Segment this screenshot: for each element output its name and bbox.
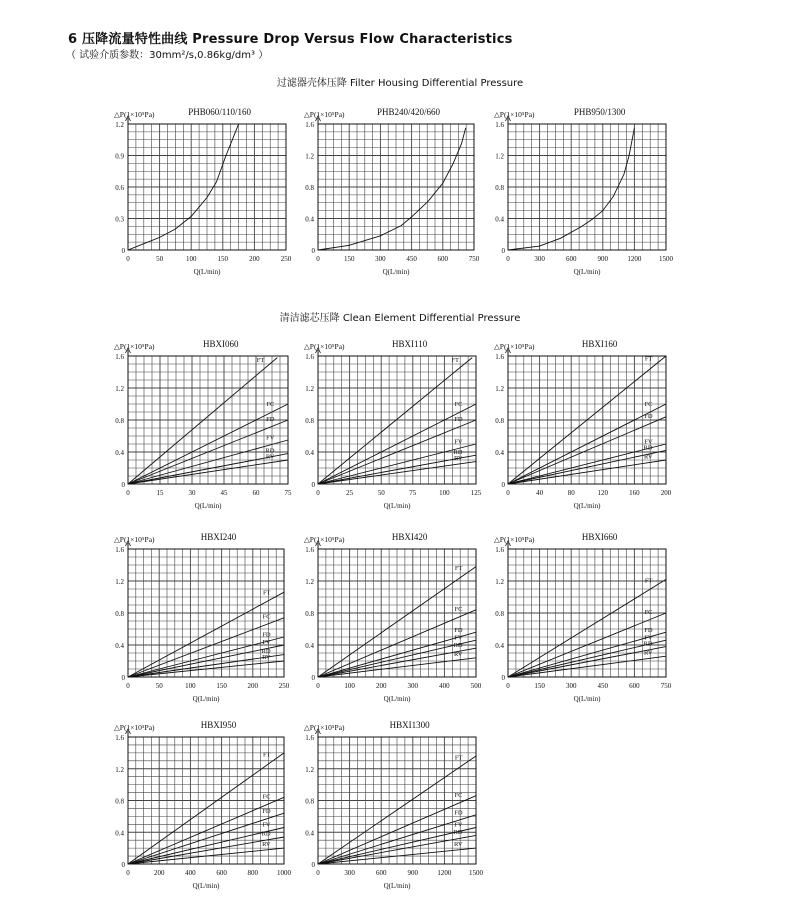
y-tick-label-zero: 0 <box>501 247 505 255</box>
y-tick-label: 0.8 <box>305 610 314 618</box>
y-tick-label: 1.2 <box>495 578 504 586</box>
y-tick-label: 0.4 <box>115 449 124 457</box>
x-tick-label: 300 <box>344 869 355 877</box>
y-tick-label: 0.4 <box>115 642 124 650</box>
series-label-fd: FD <box>262 808 271 816</box>
x-axis-label: Q(L/min) <box>192 695 220 703</box>
y-axis-label: △P(1×10⁵Pa) <box>304 342 345 351</box>
series-label-fv: FV <box>454 634 463 642</box>
x-tick-label: 150 <box>217 255 229 263</box>
series-label-fv: FV <box>262 638 271 646</box>
chart-hbxi160 <box>494 339 672 510</box>
y-tick-label: 0.8 <box>495 417 504 425</box>
x-tick-label: 75 <box>284 489 292 497</box>
chart-hbxi110 <box>304 339 482 510</box>
series-label-rv: RV <box>454 650 463 658</box>
x-tick-label: 125 <box>470 489 482 497</box>
x-tick-label: 300 <box>375 255 386 263</box>
y-axis-label: △P(1×10⁵Pa) <box>304 535 345 544</box>
x-tick-label: 0 <box>126 255 130 263</box>
y-tick-label: 0.4 <box>495 215 504 224</box>
x-axis-label: Q(L/min) <box>573 268 601 276</box>
series-label-ft: FT <box>644 577 653 585</box>
series-label-ft: FT <box>256 357 265 365</box>
y-tick-label-zero: 0 <box>501 481 505 489</box>
y-tick-label: 0.4 <box>305 829 314 838</box>
y-tick-label: 0.8 <box>115 610 124 618</box>
x-tick-label: 900 <box>597 255 609 263</box>
series-label-rv: RV <box>262 653 271 661</box>
y-tick-label-zero: 0 <box>311 861 315 869</box>
series-label-fv: FV <box>644 634 653 642</box>
y-tick-label: 0.4 <box>305 215 314 224</box>
x-axis-label: Q(L/min) <box>573 502 601 510</box>
y-tick-label: 0.8 <box>115 797 124 806</box>
y-tick-label: 0.9 <box>115 152 124 161</box>
y-tick-label: 1.2 <box>115 765 124 774</box>
y-tick-label: 0.6 <box>115 184 124 192</box>
y-tick-label: 0.3 <box>115 215 124 224</box>
x-tick-label: 150 <box>343 255 355 263</box>
y-axis-label: △P(1×10⁵Pa) <box>114 110 155 119</box>
x-axis-label: Q(L/min) <box>383 882 411 890</box>
x-axis-label: Q(L/min) <box>382 268 410 276</box>
y-tick-label: 1.6 <box>305 121 314 129</box>
y-axis-label: △P(1×10⁵Pa) <box>304 110 345 119</box>
x-tick-label: 450 <box>597 682 609 690</box>
x-tick-label: 0 <box>506 255 510 263</box>
y-tick-label: 1.2 <box>115 578 124 586</box>
series-label-fv: FV <box>454 821 463 829</box>
section-title-element: 清洁滤芯压降 Clean Element Differential Pressure <box>279 313 521 324</box>
series-label-fd: FD <box>644 626 653 634</box>
series-label-fd: FD <box>454 415 463 423</box>
x-tick-label: 600 <box>437 255 449 263</box>
chart-hbxi060 <box>114 339 292 510</box>
x-tick-label: 25 <box>346 489 354 497</box>
x-tick-label: 100 <box>185 682 196 690</box>
x-tick-label: 800 <box>247 869 259 877</box>
x-tick-label: 100 <box>344 682 355 690</box>
x-tick-label: 1000 <box>277 869 291 877</box>
x-tick-label: 200 <box>660 489 672 497</box>
chart-hbxi420 <box>304 532 482 703</box>
series-label-rd: RD <box>453 641 463 649</box>
series-label-rd: RD <box>643 444 653 452</box>
series-label-fc: FC <box>266 400 275 408</box>
y-tick-label: 1.6 <box>115 734 124 742</box>
y-tick-label: 1.2 <box>305 578 314 586</box>
series-label-rd: RD <box>261 830 271 838</box>
series-label-rd: RD <box>265 447 275 455</box>
y-tick-label: 1.6 <box>305 546 314 554</box>
series-label-fc: FC <box>644 608 653 616</box>
x-tick-label: 400 <box>185 869 196 877</box>
x-tick-label: 50 <box>377 489 385 497</box>
x-tick-label: 750 <box>660 682 672 690</box>
series-label-fc: FC <box>262 613 271 621</box>
y-tick-label-zero: 0 <box>311 481 315 489</box>
y-tick-label: 1.6 <box>115 546 124 554</box>
series-label-fv: FV <box>266 434 275 442</box>
y-tick-label-zero: 0 <box>121 861 125 869</box>
y-tick-label: 1.2 <box>305 152 314 161</box>
series-label-rd: RD <box>643 640 653 648</box>
series-label-rv: RV <box>644 453 653 461</box>
chart-hbxi240 <box>114 532 290 703</box>
x-tick-label: 0 <box>316 255 320 263</box>
y-tick-label: 1.6 <box>495 121 504 129</box>
x-tick-label: 120 <box>597 489 609 497</box>
x-tick-label: 250 <box>280 255 292 263</box>
y-tick-label-zero: 0 <box>501 674 505 682</box>
x-tick-label: 300 <box>565 682 577 690</box>
x-tick-label: 30 <box>188 489 196 497</box>
x-axis-label: Q(L/min) <box>573 695 601 703</box>
series-label-rv: RV <box>644 649 653 657</box>
x-tick-label: 200 <box>375 682 387 690</box>
y-axis-label: △P(1×10⁵Pa) <box>114 535 155 544</box>
y-tick-label: 1.2 <box>305 765 314 774</box>
series-label-fc: FC <box>454 400 463 408</box>
x-tick-label: 0 <box>126 489 130 497</box>
chart-title: HBXI1300 <box>389 720 430 730</box>
section-title-housing: 过滤器壳体压降 Filter Housing Differential Pressure <box>276 78 524 89</box>
x-tick-label: 750 <box>468 255 480 263</box>
y-tick-label: 0.4 <box>115 829 124 838</box>
x-tick-label: 0 <box>126 869 130 877</box>
y-tick-label: 1.6 <box>115 353 124 361</box>
chart-title: HBXI660 <box>581 532 618 542</box>
chart-phb060-110-160 <box>114 107 292 276</box>
series-label-fv: FV <box>644 438 653 446</box>
y-axis-label: △P(1×10⁵Pa) <box>114 342 155 351</box>
series-label-rv: RV <box>454 841 463 849</box>
series-label-fc: FC <box>262 793 271 801</box>
series-label-fc: FC <box>454 605 463 613</box>
series-label-ft: FT <box>451 357 459 365</box>
series-label-fd: FD <box>644 412 653 420</box>
x-tick-label: 600 <box>565 255 577 263</box>
chart-hbxi950 <box>114 720 292 890</box>
x-tick-label: 1500 <box>659 255 673 263</box>
chart-hbxi660 <box>494 532 672 703</box>
y-tick-label: 1.6 <box>305 734 314 742</box>
chart-title: HBXI420 <box>391 532 428 542</box>
chart-title: PHB060/110/160 <box>188 107 251 117</box>
x-tick-label: 200 <box>247 682 259 690</box>
series-label-rd: RD <box>261 647 271 655</box>
y-tick-label: 0.4 <box>495 449 504 457</box>
chart-title: HBXI060 <box>203 339 239 349</box>
y-tick-label: 0.8 <box>495 610 504 618</box>
series-label-fv: FV <box>262 821 271 829</box>
series-label-rd: RD <box>453 829 463 837</box>
chart-title: PHB950/1300 <box>573 107 626 117</box>
x-tick-label: 50 <box>156 255 164 263</box>
series-label-fd: FD <box>266 415 275 423</box>
x-axis-label: Q(L/min) <box>383 502 411 510</box>
y-axis-label: △P(1×10⁵Pa) <box>494 342 535 351</box>
series-label-fc: FC <box>454 791 463 799</box>
series-label-fd: FD <box>262 631 271 639</box>
series-label-rv: RV <box>265 453 275 461</box>
y-tick-label: 0.8 <box>305 417 314 425</box>
x-axis-label: Q(L/min) <box>193 268 221 276</box>
x-tick-label: 600 <box>375 869 387 877</box>
chart-title: HBXI110 <box>392 339 428 349</box>
x-tick-label: 40 <box>536 489 544 497</box>
x-tick-label: 45 <box>220 489 228 497</box>
x-tick-label: 0 <box>316 489 320 497</box>
x-axis-label: Q(L/min) <box>194 502 222 510</box>
x-tick-label: 0 <box>316 682 320 690</box>
x-tick-label: 0 <box>506 682 510 690</box>
x-tick-label: 0 <box>126 682 130 690</box>
y-tick-label: 1.6 <box>495 546 504 554</box>
series-label-rv: RV <box>262 841 271 849</box>
series-label-ft: FT <box>263 589 271 597</box>
series-label-ft: FT <box>454 565 463 573</box>
x-tick-label: 200 <box>153 869 165 877</box>
series-label-ft: FT <box>454 754 463 762</box>
y-tick-label-zero: 0 <box>311 674 315 682</box>
x-tick-label: 100 <box>439 489 450 497</box>
y-tick-label: 1.6 <box>305 353 314 361</box>
y-tick-label: 0.4 <box>305 642 314 650</box>
chart-title: HBXI160 <box>581 339 618 349</box>
y-tick-label-zero: 0 <box>311 247 315 255</box>
chart-hbxi1300 <box>304 720 484 890</box>
series-label-ft: FT <box>644 355 653 363</box>
y-tick-label: 1.6 <box>495 353 504 361</box>
page-heading: 6 压降流量特性曲线 Pressure Drop Versus Flow Characteristics <box>68 32 513 47</box>
series-label-fd: FD <box>454 626 463 634</box>
x-tick-label: 600 <box>629 682 640 690</box>
y-axis-label: △P(1×10⁵Pa) <box>494 110 535 119</box>
series-label-fc: FC <box>644 400 653 408</box>
y-tick-label-zero: 0 <box>121 247 125 255</box>
series-label-rd: RD <box>453 448 463 456</box>
chart-phb950-1300 <box>494 107 674 276</box>
y-axis-label: △P(1×10⁵Pa) <box>304 723 345 732</box>
test-medium-note-text: （ 试验介质参数：30mm²/s,0.86kg/dm³ ） <box>66 50 269 61</box>
x-tick-label: 80 <box>567 489 575 497</box>
x-tick-label: 1200 <box>437 869 452 877</box>
y-tick-label: 1.2 <box>495 152 504 161</box>
y-tick-label: 1.2 <box>115 385 124 393</box>
chart-title: HBXI950 <box>200 720 237 730</box>
x-tick-label: 400 <box>439 682 450 690</box>
x-tick-label: 0 <box>506 489 510 497</box>
x-tick-label: 100 <box>185 255 197 263</box>
chart-title: PHB240/420/660 <box>376 107 440 117</box>
y-tick-label: 0.8 <box>495 184 504 192</box>
x-tick-label: 60 <box>252 489 260 497</box>
series-label-fd: FD <box>454 809 463 817</box>
x-tick-label: 500 <box>470 682 482 690</box>
x-tick-label: 900 <box>407 869 419 877</box>
y-tick-label: 1.2 <box>115 121 124 129</box>
x-tick-label: 200 <box>249 255 260 263</box>
curve-line <box>318 128 466 250</box>
x-tick-label: 150 <box>534 682 545 690</box>
y-axis-label: △P(1×10⁵Pa) <box>114 723 155 732</box>
x-tick-label: 1500 <box>469 869 483 877</box>
y-tick-label: 1.2 <box>495 385 504 393</box>
chart-title: HBXI240 <box>200 532 237 542</box>
x-tick-label: 75 <box>409 489 417 497</box>
series-label-rv: RV <box>454 454 463 462</box>
x-tick-label: 50 <box>155 682 163 690</box>
x-axis-label: Q(L/min) <box>192 882 220 890</box>
y-axis-label: △P(1×10⁵Pa) <box>494 535 535 544</box>
y-tick-label: 0.8 <box>305 184 314 192</box>
x-tick-label: 1200 <box>627 255 642 263</box>
y-tick-label-zero: 0 <box>121 674 125 682</box>
x-tick-label: 160 <box>629 489 640 497</box>
chart-phb240-420-660 <box>304 107 480 276</box>
x-tick-label: 450 <box>406 255 417 263</box>
series-label-fv: FV <box>454 438 463 446</box>
y-tick-label: 0.8 <box>115 417 124 425</box>
x-tick-label: 0 <box>316 869 320 877</box>
x-tick-label: 15 <box>156 489 164 497</box>
y-tick-label: 1.2 <box>305 385 314 393</box>
y-tick-label-zero: 0 <box>121 481 125 489</box>
x-tick-label: 300 <box>407 682 419 690</box>
x-tick-label: 250 <box>278 682 290 690</box>
x-tick-label: 600 <box>216 869 227 877</box>
y-tick-label: 0.4 <box>495 642 504 650</box>
series-label-ft: FT <box>263 751 271 759</box>
y-tick-label: 0.8 <box>305 797 314 806</box>
x-tick-label: 300 <box>534 255 545 263</box>
x-tick-label: 150 <box>216 682 227 690</box>
y-tick-label: 0.4 <box>305 449 314 457</box>
x-axis-label: Q(L/min) <box>383 695 411 703</box>
